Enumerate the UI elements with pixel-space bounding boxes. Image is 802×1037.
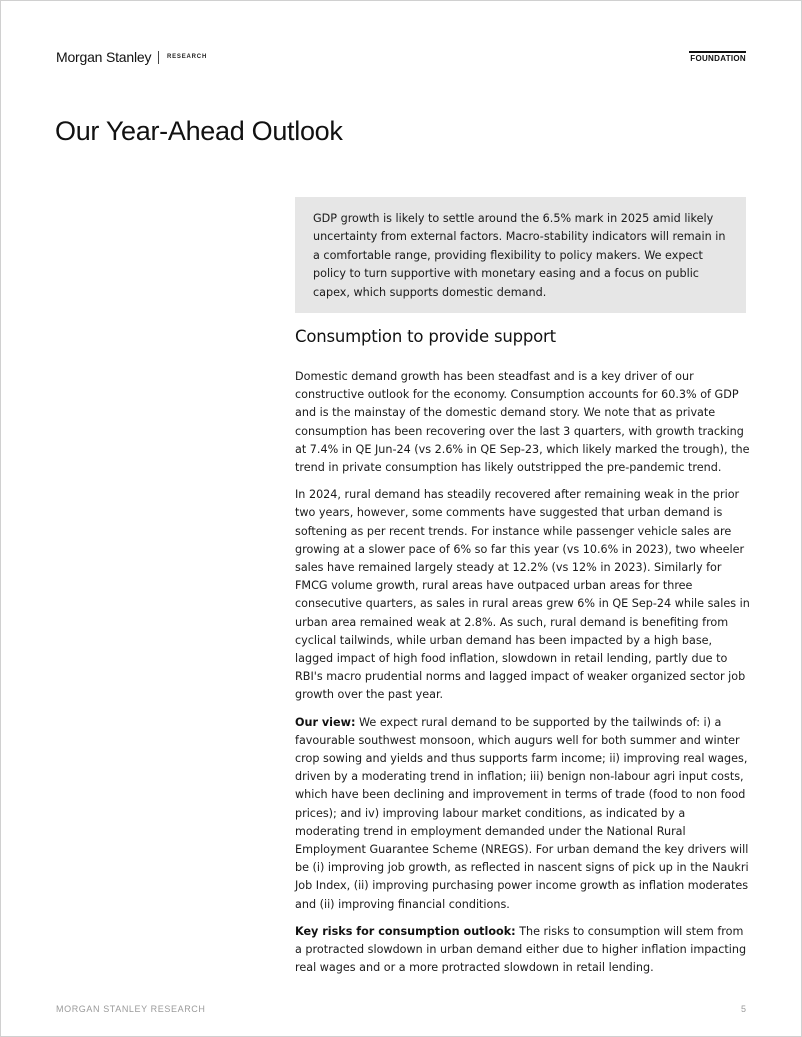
foundation-rule <box>689 51 746 53</box>
risks-label: Key risks for consumption outlook: <box>295 924 516 938</box>
risks-text: The risks to consumption will stem from a protracted slowdown in urban demand either due to higher inflation impacting real wages and or a more protracted slowdown in retail lending. <box>295 924 747 975</box>
brand-logo: Morgan Stanley <box>56 49 152 65</box>
our-view-paragraph <box>295 714 750 914</box>
page-title: Our Year-Ahead Outlook <box>55 116 343 146</box>
body-paragraph: Domestic demand growth has been steadfast and is a key driver of our constructive outlook for the economy. Consumption accounts for 60.3% of GDP and is the mainstay of the domestic demand story. We note that as private consumption has been recovering over the last 3 quarters, with growth tracking at 7.4% in QE Jun-24 (vs 2.6% in QE Sep-23, which likely marked the trough), the trend in private consumption has likely outstripped the pre-pandemic trend. <box>295 370 750 475</box>
body-column <box>295 368 750 987</box>
footer-brand: MORGAN STANLEY RESEARCH <box>56 1004 206 1014</box>
summary-text: GDP growth is likely to settle around the 6.5% mark in 2025 amid likely uncertainty from external factors. Macro-stability indicators will remain in a comfortable range, providing flexibility to policy makers. We expect policy to turn supportive with monetary easing and a focus on public capex, which supports domestic demand. <box>313 212 726 299</box>
summary-box <box>295 197 746 313</box>
our-view-text: We expect rural demand to be supported by the tailwinds of: i) a favourable southwest monsoon, which augurs well for both summer and winter crop sowing and yields and thus supports farm income; ii) improving real wages, driven by a moderating trend in inflation; iii) benign non-labour agri input costs, which have been declining and improvement in terms of trade (food to non food prices); and iv) improving labour market conditions, as indicated by a moderating trend in employment demanded under the National Rural Employment Guarantee Scheme (NREGS). For urban demand the key drivers will be (i) improving job growth, as reflected in nascent signs of pick up in the Naukri Job Index, (ii) improving purchasing power income growth as inflation moderates and (ii) improving financial conditions. <box>295 715 749 911</box>
our-view-label: Our view: <box>295 715 356 729</box>
section-heading: Consumption to provide support <box>295 327 556 346</box>
body-paragraph: In 2024, rural demand has steadily recovered after remaining weak in the prior two years, however, some comments have suggested that urban demand is softening as per recent trends. For instance while passenger vehicle sales are growing at a slower pace of 6% so far this year (vs 10.6% in 2023), two wheeler sales have remained largely steady at 12.2% (vs 12% in 2023). Similarly for FMCG volume growth, rural areas have outpaced urban areas for three consecutive quarters, as sales in rural areas grew 6% in QE Sep-24 while sales in urban area remained weak at 2.8%. As such, rural demand is benefiting from cyclical tailwinds, while urban demand has been impacted by a high base, lagged impact of high food inflation, slowdown in retail lending, partly due to RBI's macro prudential norms and lagged impact of weaker organized sector job growth over the past year. <box>295 488 750 702</box>
brand-divider <box>158 51 159 64</box>
page-number: 5 <box>740 1004 746 1014</box>
risks-paragraph <box>295 923 750 978</box>
series-label: FOUNDATION <box>690 54 746 63</box>
research-label: RESEARCH <box>167 54 208 60</box>
